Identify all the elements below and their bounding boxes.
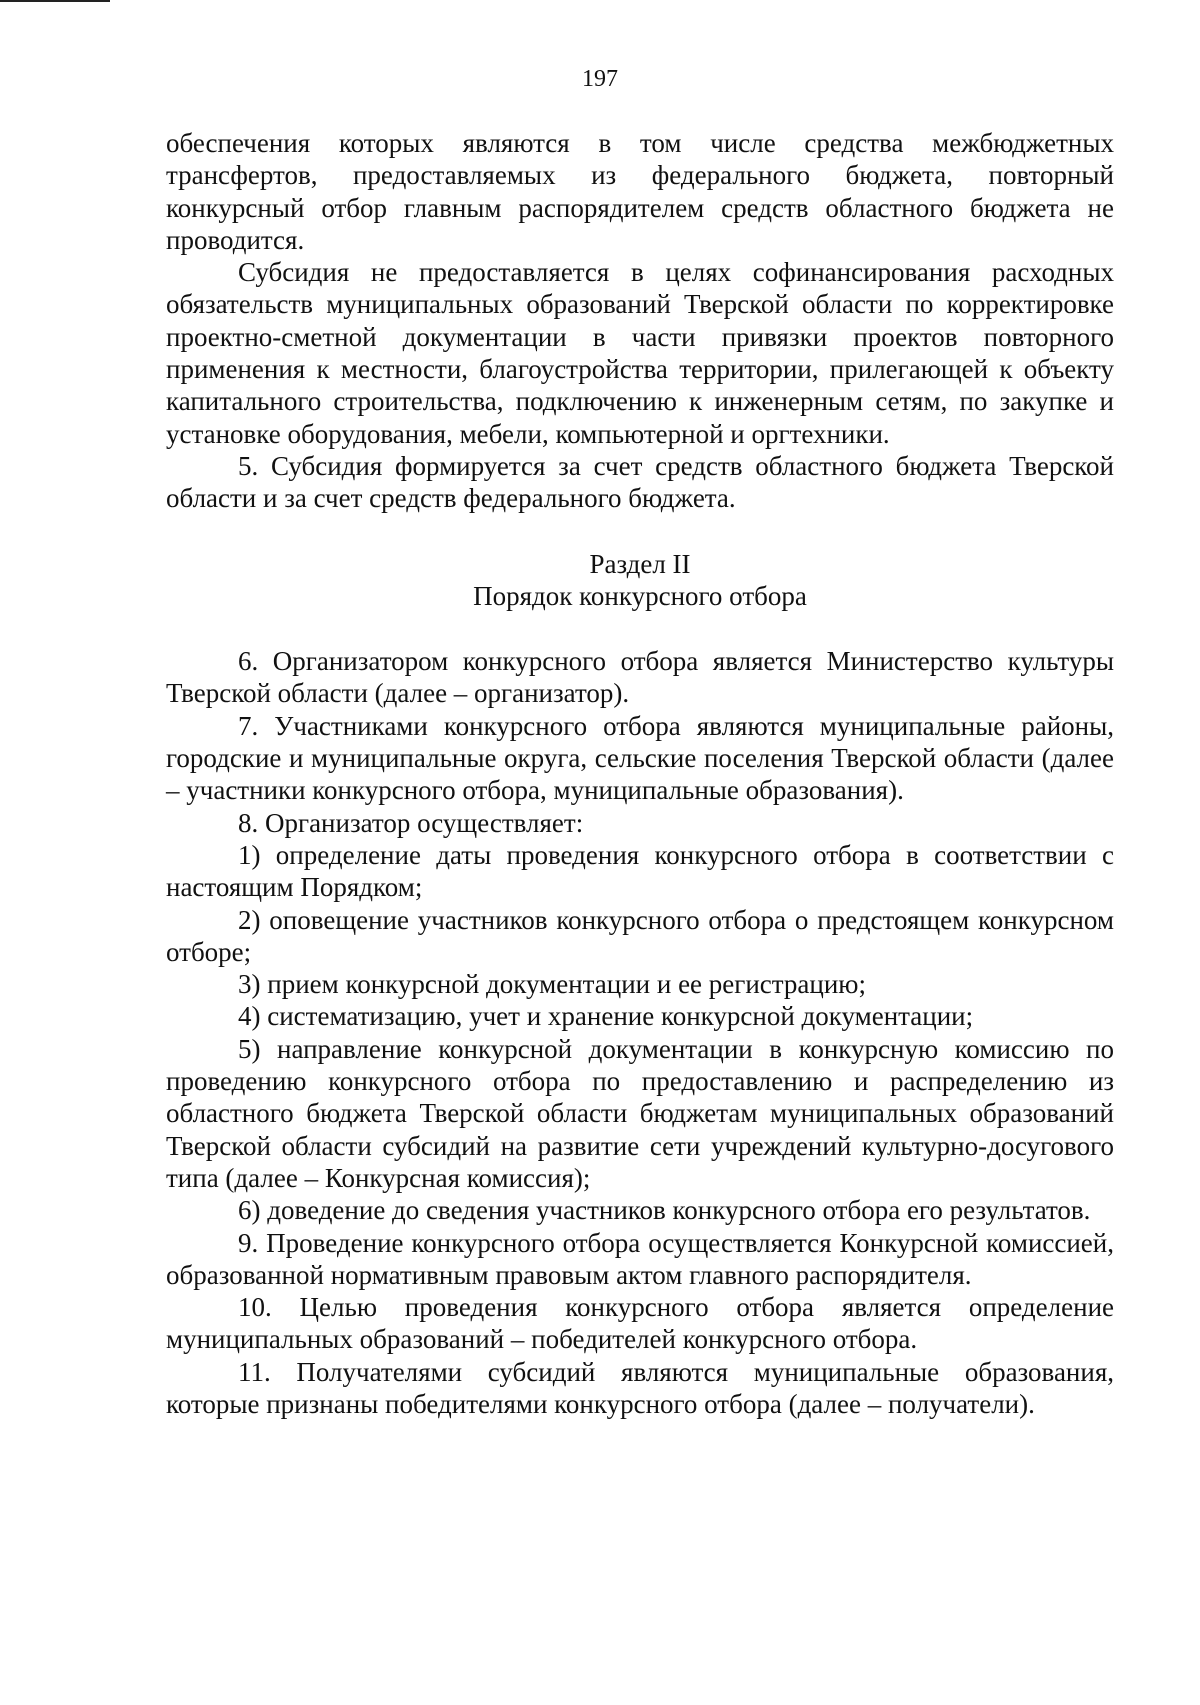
paragraph-subitem-2: 2) оповещение участников конкурсного отбора о предстоящем конкурсном отборе; bbox=[166, 904, 1114, 967]
page-number: 197 bbox=[582, 66, 618, 92]
scan-edge-line bbox=[0, 0, 110, 2]
paragraph-subitem-4: 4) систематизацию, учет и хранение конкурсной документации; bbox=[238, 1001, 974, 1032]
paragraph-item-6: 6. Организатором конкурсного отбора является Министерство культуры Тверской области (далее – организатор). bbox=[166, 646, 1114, 709]
paragraph-subitem-6: 6) доведение до сведения участников конкурсного отбора его результатов. bbox=[238, 1195, 1091, 1226]
section-title: Порядок конкурсного отбора bbox=[473, 580, 807, 611]
paragraph-item-11: 11. Получателями субсидий являются муниципальные образования, которые признаны победителями конкурсного отбора (далее – получатели). bbox=[166, 1356, 1114, 1419]
paragraph-item-7: 7. Участниками конкурсного отбора являются муниципальные районы, городские и муниципальные округа, сельские поселения Тверской области (далее – участники конкурсного отбора, муниципальные образования). bbox=[166, 710, 1114, 806]
paragraph-subitem-1: 1) определение даты проведения конкурсного отбора в соответствии с настоящим Порядком; bbox=[166, 839, 1114, 903]
document-body bbox=[166, 127, 1114, 1420]
paragraph-subitem-3: 3) прием конкурсной документации и ее регистрацию; bbox=[238, 969, 866, 1000]
section-label: Раздел II bbox=[589, 548, 691, 579]
paragraph-item-5: 5. Субсидия формируется за счет средств областного бюджета Тверской области и за счет средств федерального бюджета. bbox=[166, 450, 1114, 514]
section-heading bbox=[166, 548, 1114, 613]
paragraph-subsidy-not-provided: Субсидия не предоставляется в целях софинансирования расходных обязательств муниципальных образований Тверской области по корректировке проектно-сметной документации в части привязки проектов повторного применения к местности, благоустройства территории, прилегающей к объекту капитального строительства, подключению к инженерным сетям, по закупке и установке оборудования, мебели, компьютерной и оргтехники. bbox=[166, 257, 1114, 449]
paragraph-subitem-5: 5) направление конкурсной документации в конкурсную комиссию по проведению конкурсного отбора по предоставлению и распределению из областного бюджета Тверской области бюджетам муниципальных образований Тверской области субсидий на развитие сети учреждений культурно-досугового типа (далее – Конкурсная комиссия); bbox=[166, 1033, 1114, 1193]
paragraph-item-8: 8. Организатор осуществляет: bbox=[238, 807, 584, 838]
paragraph-item-10: 10. Целью проведения конкурсного отбора является определение муниципальных образований – победителей конкурсного отбора. bbox=[166, 1292, 1114, 1355]
paragraph-continuation: обеспечения которых являются в том числе средства межбюджетных трансфертов, предоставляемых из федерального бюджета, повторный конкурсный отбор главным распорядителем средств областного бюджета не проводится. bbox=[166, 128, 1114, 255]
paragraph-item-9: 9. Проведение конкурсного отбора осуществляется Конкурсной комиссией, образованной нормативным правовым актом главного распорядителя. bbox=[166, 1227, 1114, 1290]
